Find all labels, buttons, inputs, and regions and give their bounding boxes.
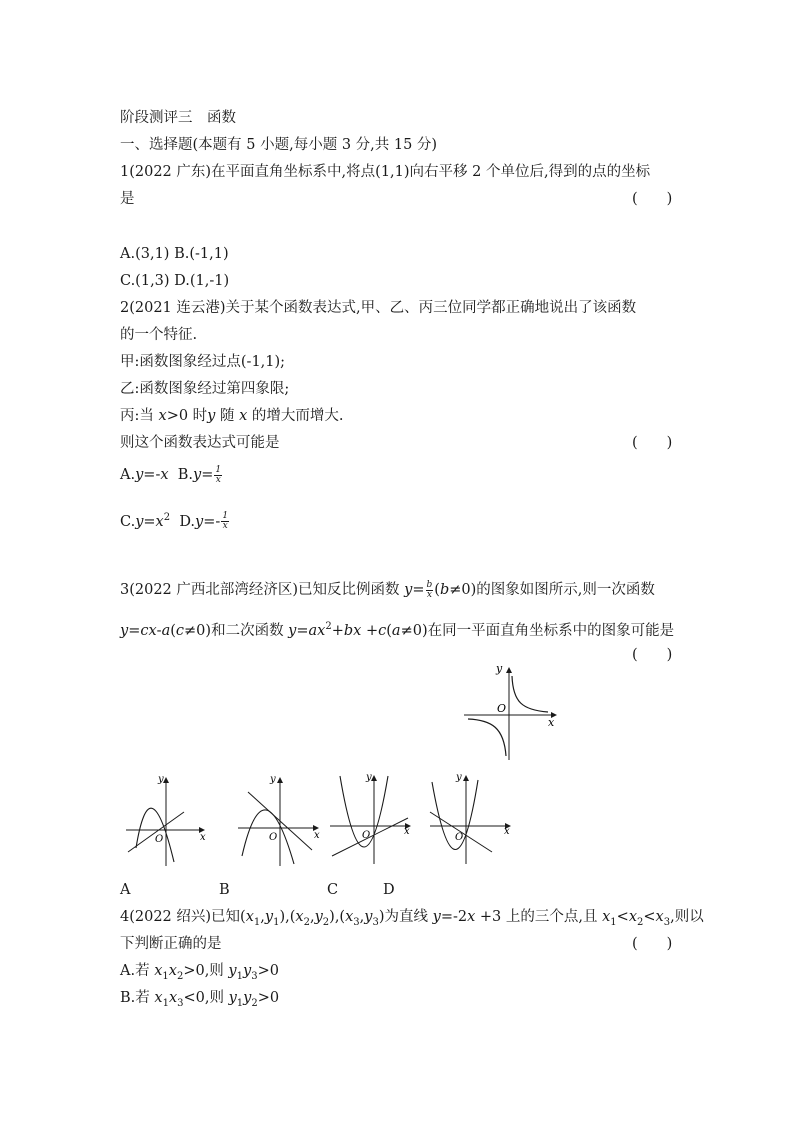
- q3-option-label-d: D: [383, 882, 395, 898]
- origin-label: O: [155, 834, 164, 845]
- q4-option-a: A.若 $x_1x_2>0$,则 $y_1y_3>0$: [120, 963, 279, 982]
- q2-condition-jia: 甲:函数图象经过点(-1,1);: [120, 354, 286, 370]
- y-axis-label: y: [366, 772, 372, 783]
- q3-hyperbola-figure: [460, 662, 564, 764]
- q3-stem-line2: y=cx-a(c≠0)和二次函数 $y=ax^2+bx +c(a\ne 0)$在同一平面直角坐标系中的图象可能是: [120, 621, 675, 639]
- x-axis-label: x: [404, 826, 410, 837]
- origin-label: O: [269, 832, 278, 843]
- q3-option-label-b: B: [219, 882, 230, 898]
- q2-condition-yi: 乙:函数图象经过第四象限;: [120, 381, 290, 397]
- y-axis-label: y: [270, 774, 276, 785]
- q2-answer-bracket: ( ): [632, 435, 673, 451]
- q4-stem-line1: 4(2022 绍兴)已知$(x_1,y_1),(x_2,y_2),(x_3,y_3)$为直线 y=-2x +3 上的三个点,且 $x_1<x_2<x_3$,则以: [120, 909, 704, 928]
- q4-option-b: B.若 $x_1x_3<0$,则 $y_1y_2>0$: [120, 990, 280, 1009]
- q1-stem-line1: 1(2022 广东)在平面直角坐标系中,将点(1,1)向右平移 2 个单位后,得到的点的坐标: [120, 164, 651, 180]
- q2-stem-line1: 2(2021 连云港)关于某个函数表达式,甲、乙、丙三位同学都正确地说出了该函数: [120, 300, 637, 316]
- q2-stem-line2: 的一个特征.: [120, 327, 198, 343]
- q1-options-line2: C.(1,3) D.(1,-1): [120, 273, 230, 289]
- x-axis-label: x: [200, 832, 206, 843]
- q3-option-d-graph: [426, 768, 516, 868]
- q3-option-label-a: A: [120, 882, 131, 898]
- y-axis-label: y: [158, 774, 164, 785]
- q4-stem-line2: 下判断正确的是: [120, 936, 222, 952]
- q3-answer-bracket: ( ): [632, 647, 673, 663]
- origin-label: O: [497, 702, 507, 715]
- q2-condition-bing: 丙:当 x>0 时y 随 x 的增大而增大.: [120, 408, 344, 424]
- q2-options-line1: A.y=-x B.y= $\frac{1}{x}$: [120, 464, 222, 485]
- q3-option-c-graph: [326, 768, 416, 868]
- q1-answer-bracket: ( ): [632, 191, 673, 207]
- y-axis-label: y: [496, 662, 503, 675]
- y-axis-label: y: [456, 772, 462, 783]
- q2-options-line2: $C.y=x^2$ D.y=- $\frac{1}{x}$: [120, 511, 229, 532]
- q3-option-a-graph: [122, 770, 212, 870]
- section-heading: 一、选择题(本题有 5 小题,每小题 3 分,共 15 分): [120, 137, 438, 153]
- x-axis-label: x: [548, 716, 555, 729]
- page-title: 阶段测评三 函数: [120, 110, 236, 126]
- q3-option-label-c: C: [327, 882, 339, 898]
- q1-options-line1: A.(3,1) B.(-1,1): [120, 246, 229, 262]
- q2-question: 则这个函数表达式可能是: [120, 435, 280, 451]
- origin-label: O: [362, 830, 371, 841]
- origin-label: O: [455, 832, 464, 843]
- q4-answer-bracket: ( ): [632, 936, 673, 952]
- x-axis-label: x: [504, 826, 510, 837]
- q3-option-b-graph: [234, 770, 324, 870]
- q3-stem-line1: 3(2022 广西北部湾经济区)已知反比例函数 y= $\frac{b}{x}$ (b≠0)的图象如图所示,则一次函数: [120, 579, 655, 600]
- q1-stem-line2: 是: [120, 191, 135, 207]
- x-axis-label: x: [314, 830, 320, 841]
